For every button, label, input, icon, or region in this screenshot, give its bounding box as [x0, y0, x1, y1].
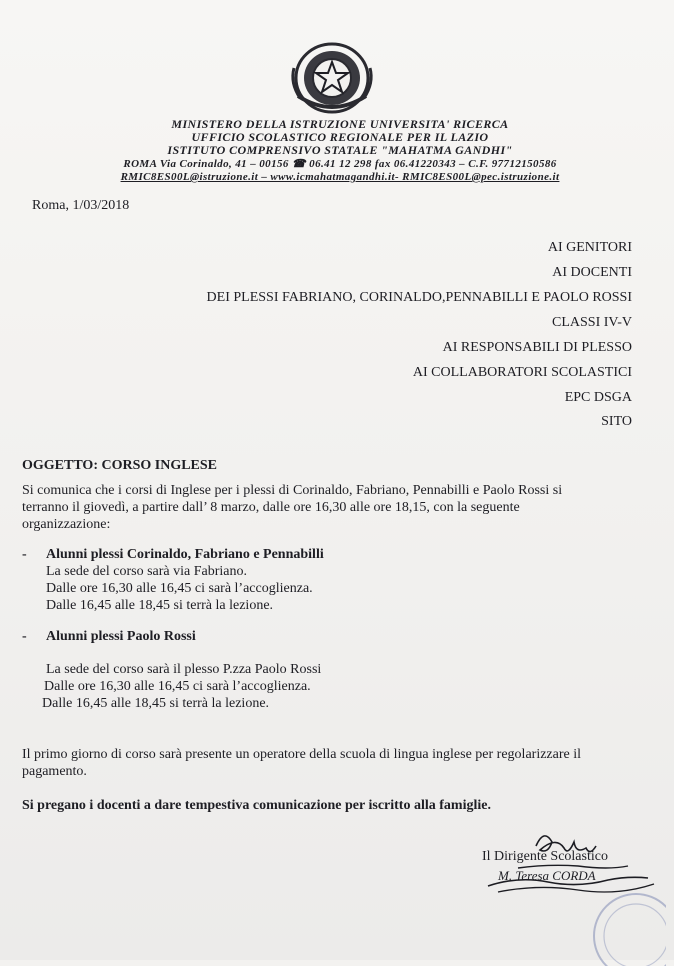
section-title: Alunni plessi Corinaldo, Fabriano e Pennabilli: [46, 547, 324, 562]
recipient-line: EPC DSGA: [564, 390, 632, 405]
closing-line: pagamento.: [22, 764, 87, 779]
republic-emblem-icon: [284, 38, 380, 118]
intro-line: Si comunica che i corsi di Inglese per i plessi di Corinaldo, Fabriano, Pennabilli e Paolo Rossi si: [22, 483, 563, 498]
school-stamp-icon: [556, 876, 666, 966]
regional-office-heading: UFFICIO SCOLASTICO REGIONALE PER IL LAZIO: [191, 130, 489, 144]
recipient-line: AI RESPONSABILI DI PLESSO: [442, 340, 632, 355]
subject-heading: OGGETTO: CORSO INGLESE: [22, 458, 218, 473]
section-line: La sede del corso sarà via Fabriano.: [46, 564, 247, 579]
section-title: Alunni plessi Paolo Rossi: [46, 629, 196, 644]
section-line: Dalle 16,45 alle 18,45 si terrà la lezione.: [46, 598, 274, 613]
section-heading: [22, 629, 196, 645]
recipient-line: SITO: [601, 414, 632, 429]
intro-line: terranno il giovedì, a partire dall’ 8 marzo, dalle ore 16,30 alle ore 18,15, con la seguente: [22, 500, 520, 515]
closing-request: Si pregano i docenti a dare tempestiva comunicazione per iscritto alla famiglie.: [22, 798, 491, 813]
section-line: Dalle ore 16,30 alle 16,45 ci sarà l’accoglienza.: [44, 679, 311, 694]
section-line: Dalle ore 16,30 alle 16,45 ci sarà l’accoglienza.: [46, 581, 313, 596]
section-heading: [22, 547, 324, 563]
signature-title: Il Dirigente Scolastico: [482, 849, 608, 864]
ministry-heading: MINISTERO DELLA ISTRUZIONE UNIVERSITA' RICERCA: [171, 117, 509, 131]
school-heading: ISTITUTO COMPRENSIVO STATALE "MAHATMA GANDHI": [167, 143, 513, 157]
bullet-dash: -: [22, 629, 27, 644]
school-contacts: RMIC8ES00L@istruzione.it – www.icmahatmagandhi.it- RMIC8ES00L@pec.istruzione.it: [120, 171, 560, 183]
recipient-line: AI GENITORI: [547, 240, 632, 255]
section-line: La sede del corso sarà il plesso P.zza Paolo Rossi: [46, 662, 322, 677]
closing-line: Il primo giorno di corso sarà presente un operatore della scuola di lingua inglese per regolarizzare il: [22, 747, 582, 762]
school-address: ROMA Via Corinaldo, 41 – 00156 ☎ 06.41 12 298 fax 06.41220343 – C.F. 97712150586: [123, 158, 557, 170]
recipient-line: CLASSI IV-V: [552, 315, 632, 330]
section-line: Dalle 16,45 alle 18,45 si terrà la lezione.: [42, 696, 270, 711]
recipient-line: AI COLLABORATORI SCOLASTICI: [412, 365, 632, 380]
intro-line: organizzazione:: [22, 517, 111, 532]
document-date: Roma, 1/03/2018: [32, 198, 130, 213]
recipient-line: DEI PLESSI FABRIANO, CORINALDO,PENNABILLI E PAOLO ROSSI: [206, 290, 632, 305]
bullet-dash: -: [22, 547, 27, 562]
signature-name: M. Teresa CORDA: [498, 868, 596, 883]
recipient-line: AI DOCENTI: [552, 265, 632, 280]
